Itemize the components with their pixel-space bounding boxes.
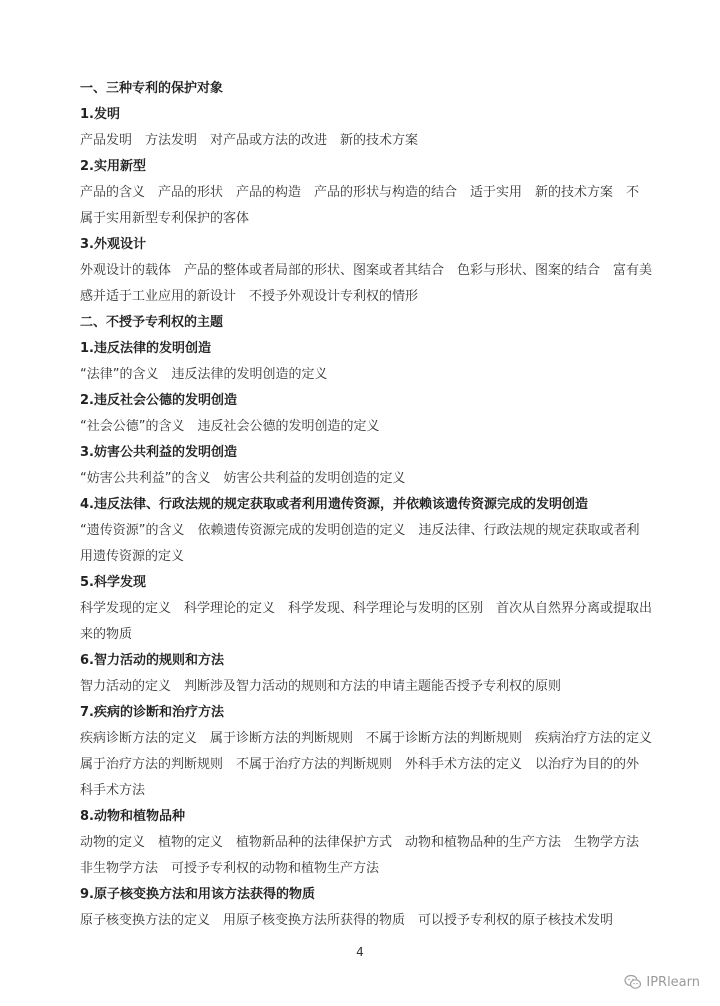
paragraph-line: 科学发现的定义 科学理论的定义 科学发现、科学理论与发明的区别 首次从自然界分离或提取出 [80, 601, 653, 616]
subsection-heading: 1.违反法律的发明创造 [80, 341, 211, 356]
paragraph-line: 感并适于工业应用的新设计 不授予外观设计专利权的情形 [80, 289, 419, 304]
paragraph-line: 动物的定义 植物的定义 植物新品种的法律保护方式 动物和植物品种的生产方法 生物学方法 [80, 835, 640, 850]
subsection-heading: 2.实用新型 [80, 159, 146, 174]
subsection-heading: 9.原子核变换方法和用该方法获得的物质 [80, 887, 315, 902]
section-heading: 二、不授予专利权的主题 [80, 315, 224, 330]
paragraph-line: “妨害公共利益”的含义 妨害公共利益的发明创造的定义 [80, 471, 406, 486]
paragraph-line: “法律”的含义 违反法律的发明创造的定义 [80, 367, 328, 382]
paragraph-line: 科手术方法 [80, 783, 146, 798]
subsection-heading: 1.发明 [80, 107, 120, 122]
subsection-heading: 7.疾病的诊断和治疗方法 [80, 705, 224, 720]
paragraph-line: “遗传资源”的含义 依赖遗传资源完成的发明创造的定义 违反法律、行政法规的规定获取或者利 [80, 523, 640, 538]
subsection-heading: 2.违反社会公德的发明创造 [80, 393, 237, 408]
watermark [624, 974, 700, 990]
subsection-heading: 8.动物和植物品种 [80, 809, 185, 824]
paragraph-line: 属于治疗方法的判断规则 不属于治疗方法的判断规则 外科手术方法的定义 以治疗为目的的外 [80, 757, 640, 772]
subsection-heading: 5.科学发现 [80, 575, 146, 590]
paragraph-line: 用遗传资源的定义 [80, 549, 185, 564]
paragraph-line: 属于实用新型专利保护的客体 [80, 211, 250, 226]
paragraph-line: 来的物质 [80, 627, 133, 642]
paragraph-line: 外观设计的载体 产品的整体或者局部的形状、图案或者其结合 色彩与形状、图案的结合 富有美 [80, 263, 653, 278]
section-heading: 一、三种专利的保护对象 [80, 81, 224, 96]
paragraph-line: 原子核变换方法的定义 用原子核变换方法所获得的物质 可以授予专利权的原子核技术发明 [80, 913, 614, 928]
subsection-heading: 3.外观设计 [80, 237, 146, 252]
subsection-heading: 4.违反法律、行政法规的规定获取或者利用遗传资源，并依赖该遗传资源完成的发明创造 [80, 497, 588, 512]
wechat-icon [624, 974, 642, 990]
subsection-heading: 3.妨害公共利益的发明创造 [80, 445, 237, 460]
page-number: 4 [356, 945, 364, 959]
subsection-heading: 6.智力活动的规则和方法 [80, 653, 224, 668]
paragraph-line: “社会公德”的含义 违反社会公德的发明创造的定义 [80, 419, 380, 434]
paragraph-line: 产品的含义 产品的形状 产品的构造 产品的形状与构造的结合 适于实用 新的技术方案 不 [80, 185, 640, 200]
paragraph-line: 智力活动的定义 判断涉及智力活动的规则和方法的申请主题能否授予专利权的原则 [80, 679, 562, 694]
paragraph-line: 非生物学方法 可授予专利权的动物和植物生产方法 [80, 861, 380, 876]
paragraph-line: 疾病诊断方法的定义 属于诊断方法的判断规则 不属于诊断方法的判断规则 疾病治疗方法的定义 [80, 731, 653, 746]
watermark-text: IPRlearn [646, 974, 700, 990]
paragraph-line: 产品发明 方法发明 对产品或方法的改进 新的技术方案 [80, 133, 419, 148]
